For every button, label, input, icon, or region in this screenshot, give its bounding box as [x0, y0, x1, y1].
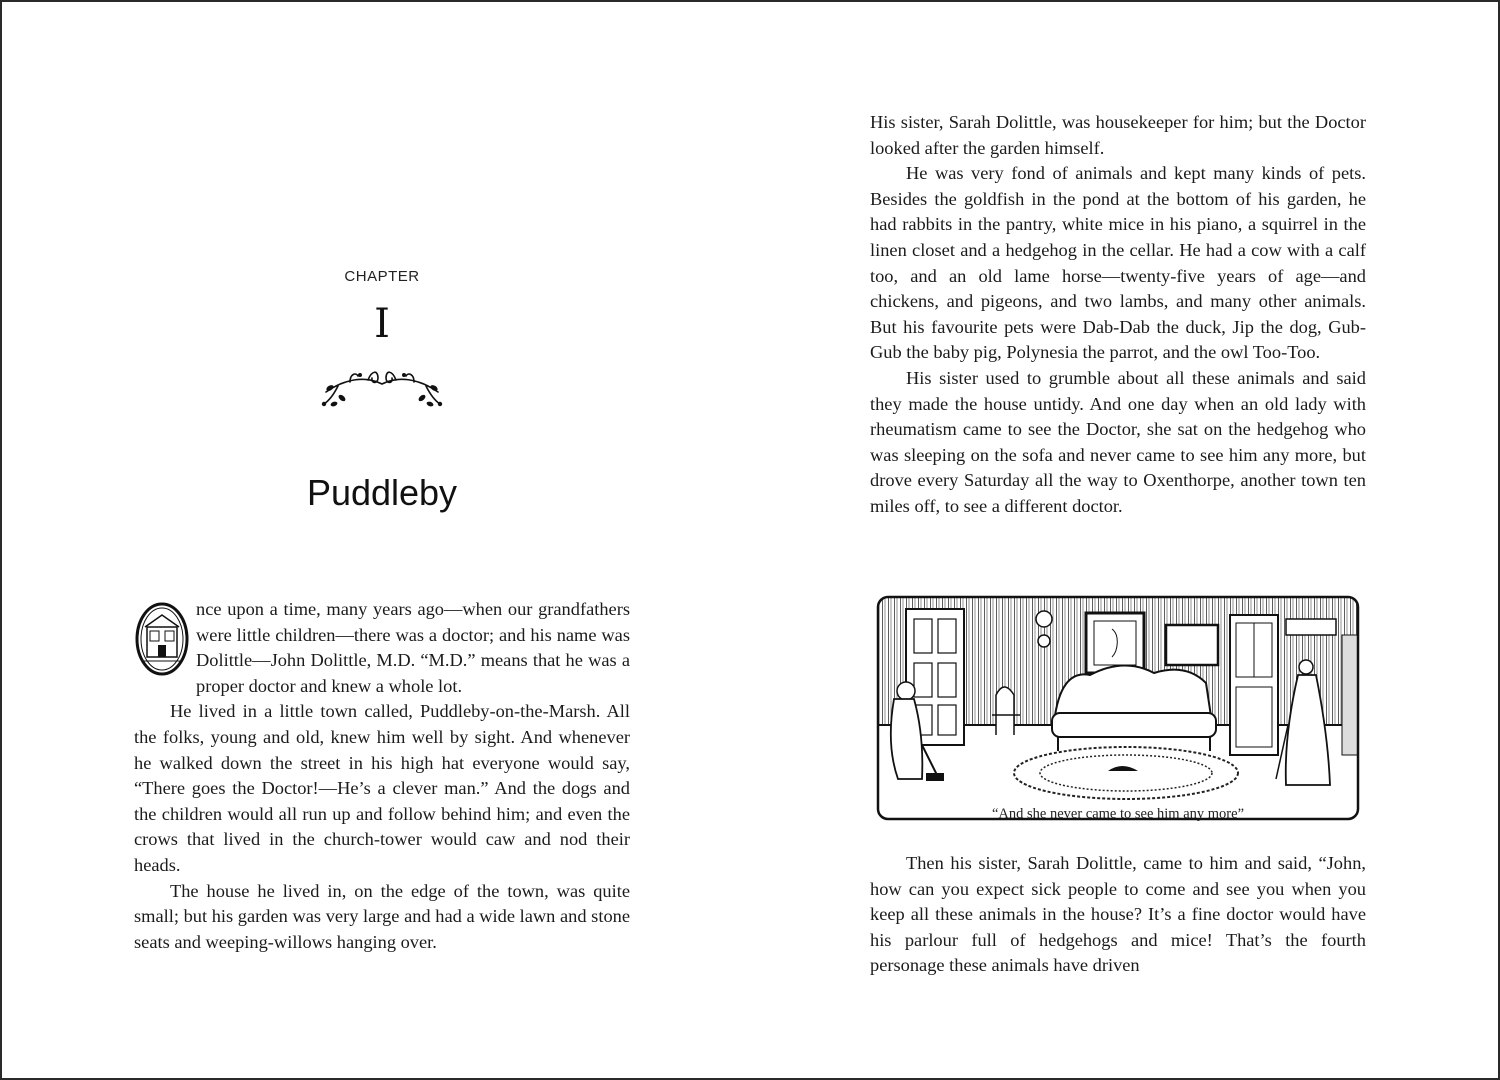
left-body-text — [134, 597, 630, 955]
parlour-illustration — [876, 595, 1360, 821]
dropcap-house-icon — [134, 601, 190, 677]
right-body-text-top — [870, 110, 1366, 520]
paragraph-7: Then his sister, Sarah Dolittle, came to him and said, “John, how can you expect sick people to come and see you when you keep all these animals in the house? It’s a fine doctor would have his parlour full of hedgehogs and mice! That’s the fourth personage these animals have driven — [870, 853, 1366, 976]
right-body-text-bottom — [870, 851, 1366, 979]
paragraph-4: His sister, Sarah Dolittle, was housekeeper for him; but the Doctor looked after the garden himself. — [870, 112, 1366, 158]
paragraph-6: His sister used to grumble about all these animals and said they made the house untidy. And one day when an old lady with rheumatism came to see the Doctor, she sat on the hedgehog who was sleeping on the sofa and never came to see him any more, but drove every Saturday all the way to Oxenthorpe, another town ten miles off, to see a different doctor. — [870, 367, 1366, 516]
chapter-label: CHAPTER — [344, 268, 420, 285]
paragraph-5: He was very fond of animals and kept many kinds of pets. Besides the goldfish in the pond at the bottom of his garden, he had rabbits in the pantry, white mice in his piano, a squirrel in the linen closet and a hedgehog in the cellar. He had a cow with a calf too, and an old lame horse—twenty-five years of age—and chickens, and pigeons, and two lambs, and many other animals. But his favourite pets were Dab-Dab the duck, Jip the dog, Gub-Gub the baby pig, Polynesia the parrot, and the owl Too-Too. — [870, 163, 1366, 363]
illustration-caption: “And she never came to see him any more” — [991, 806, 1245, 822]
paragraph-1: nce upon a time, many years ago—when our grandfathers were little children—there was a doctor; and his name was Dolittle—John Dolittle, M.D. “M.D.” means that he was a proper doctor and knew a whole lot. — [196, 599, 630, 696]
chapter-title: Puddleby — [306, 472, 458, 513]
chapter-ornament-icon — [316, 364, 448, 412]
paragraph-3: The house he lived in, on the edge of the town, was quite small; but his garden was very large and had a wide lawn and stone seats and weeping-willows hanging over. — [134, 880, 630, 952]
chapter-number: I — [374, 301, 390, 347]
paragraph-2: He lived in a little town called, Puddleby-on-the-Marsh. All the folks, young and old, knew him well by sight. And whenever he walked down the street in his high hat everyone would say, “There goes the Doctor!—He’s a clever man.” And the dogs and the children would all run up and follow behind him; and even the crows that lived in the church-tower would caw and nod their heads. — [134, 701, 630, 875]
right-page — [750, 0, 1500, 1080]
